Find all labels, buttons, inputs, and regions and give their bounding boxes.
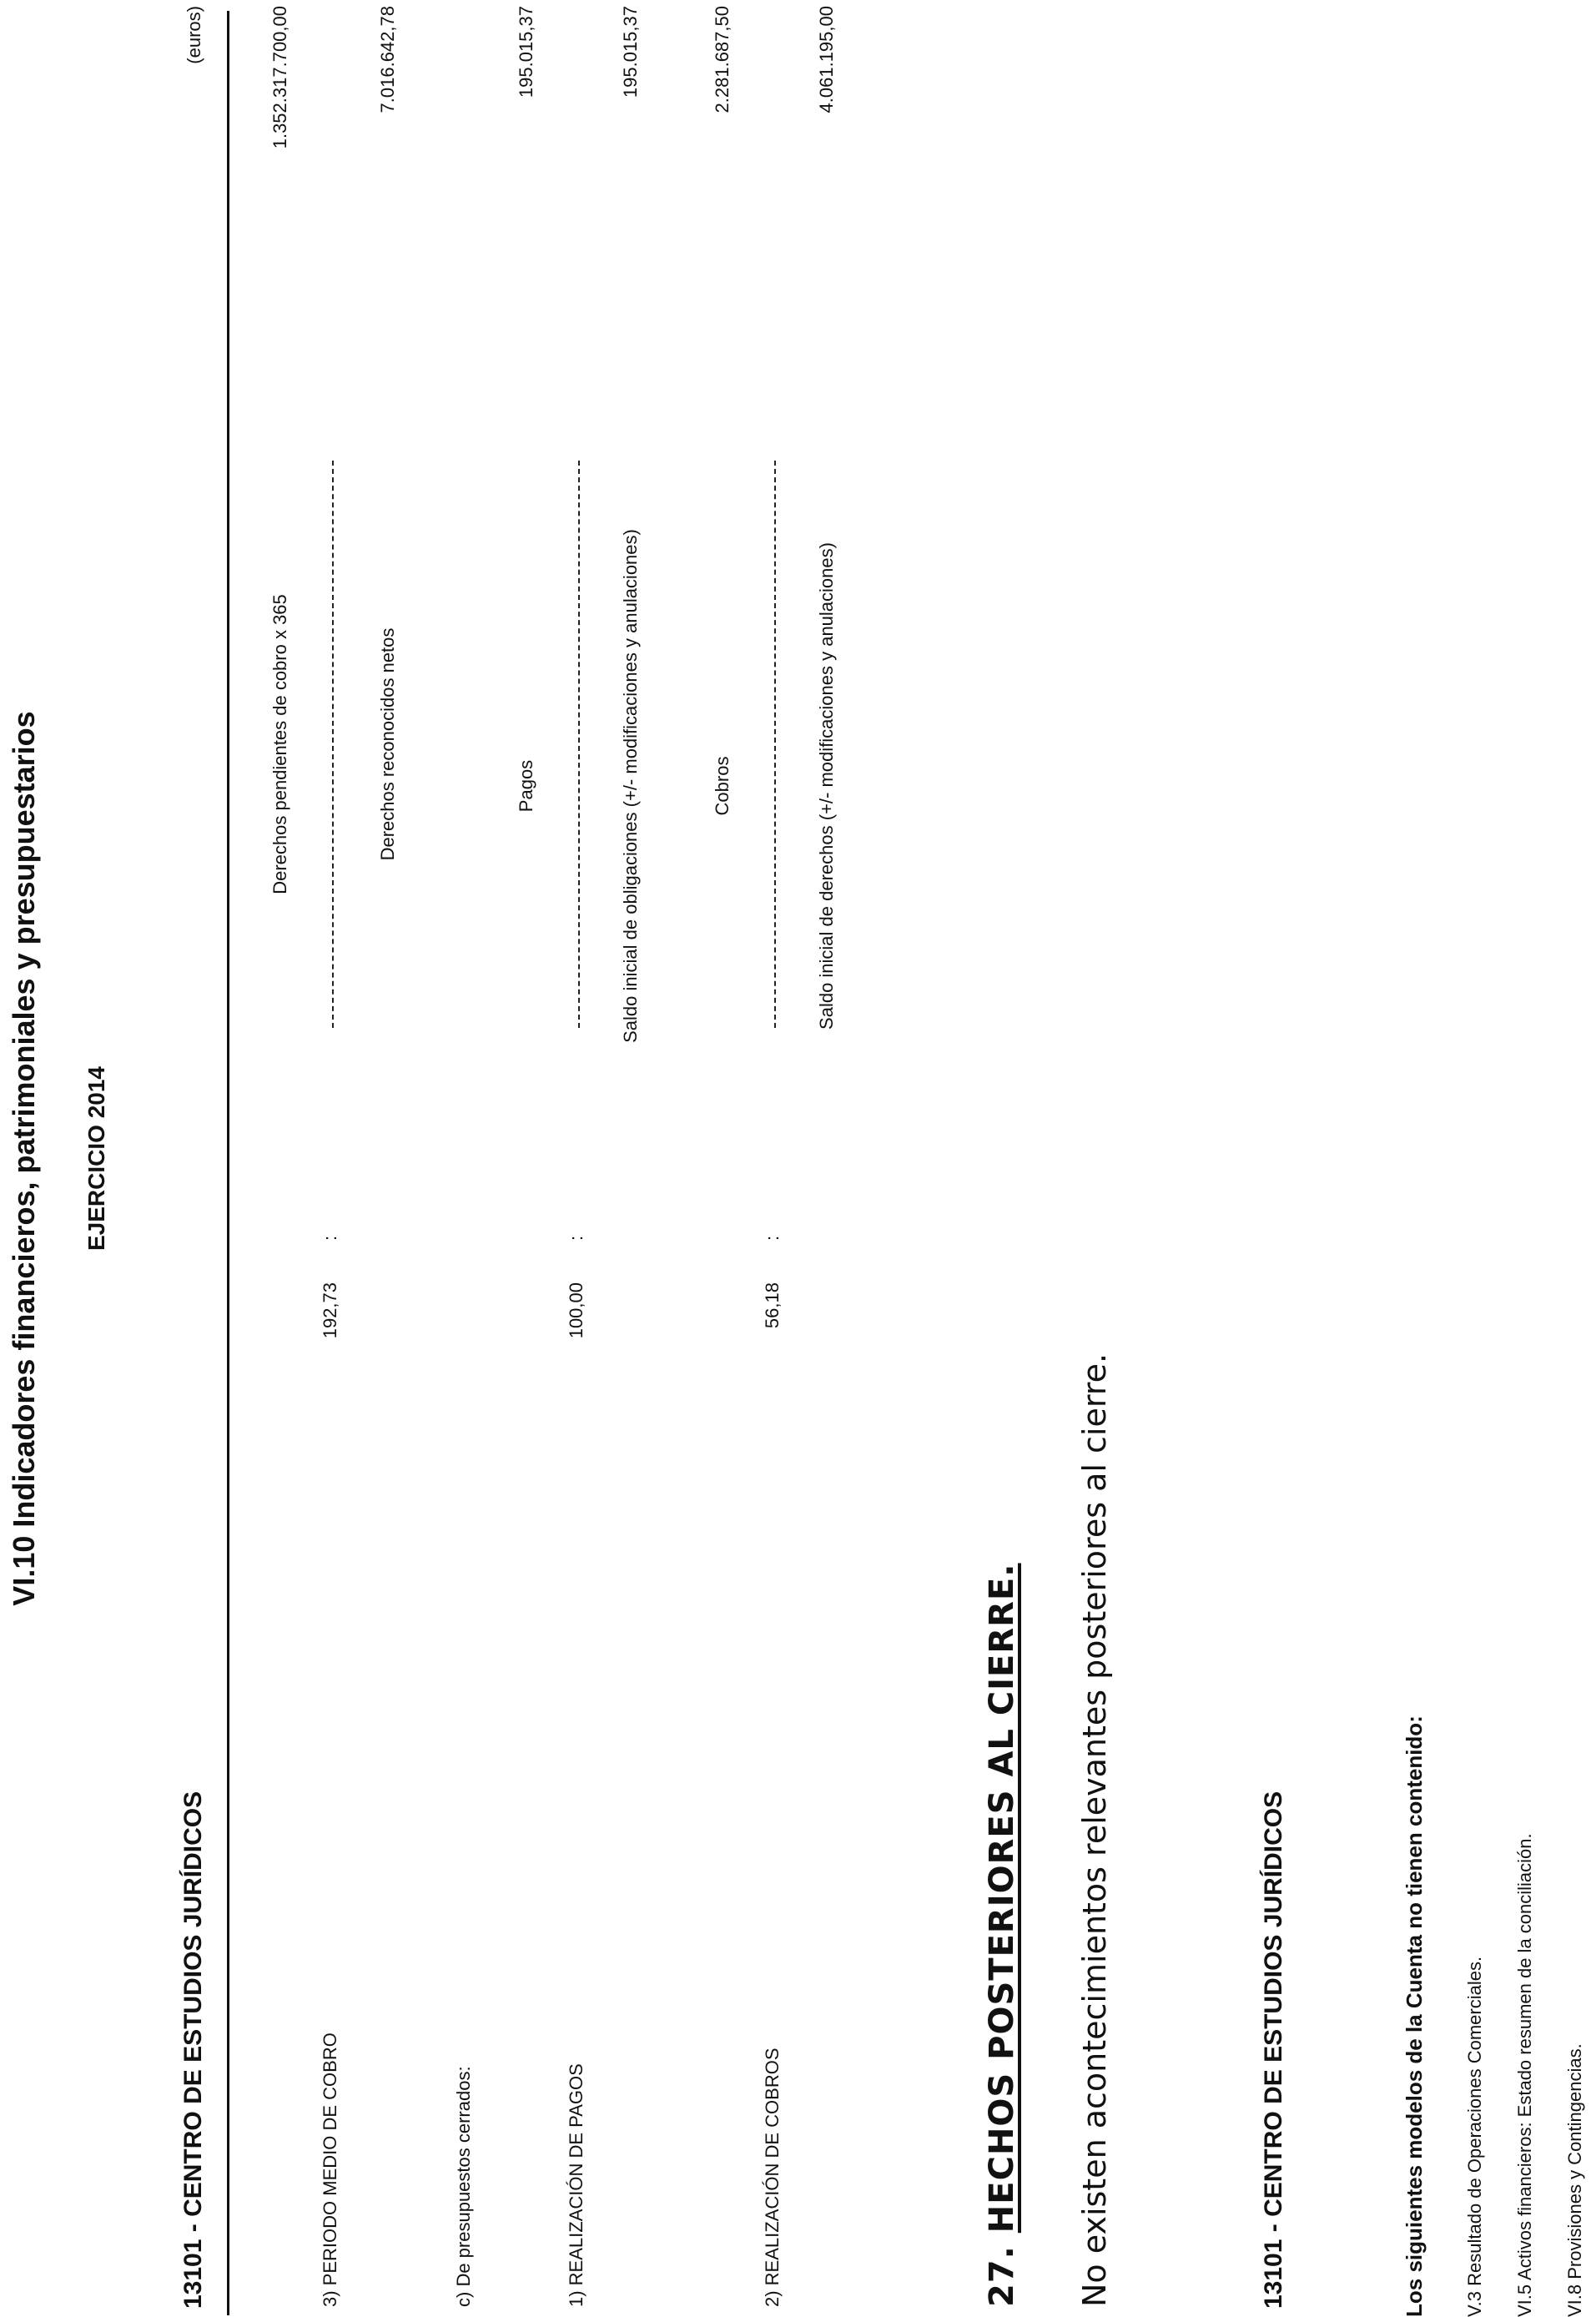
periodo-cobro-denominator: Derechos reconocidos netos <box>377 627 398 861</box>
empty-model-item: VI.5 Activos financieros: Estado resumen de la conciliación. <box>1514 1833 1535 2317</box>
periodo-cobro-numerator-value: 1.352.317.700,00 <box>269 6 290 149</box>
realizacion-pagos-denominator: Saldo inicial de obligaciones (+/- modificaciones y anulaciones) <box>620 529 641 1043</box>
empty-models-heading: Los siguientes modelos de la Cuenta no tienen contenido: <box>1402 1715 1427 2317</box>
section-27-number: 27. <box>983 2245 1021 2307</box>
realizacion-cobros-numerator-value: 2.281.687,50 <box>712 6 733 113</box>
units-label: (euros) <box>184 6 204 64</box>
realizacion-cobros-denominator: Saldo inicial de derechos (+/- modificaciones y anulaciones) <box>816 542 837 1030</box>
header-rule <box>227 11 229 2315</box>
realizacion-cobros-label: 2) REALIZACIÓN DE COBROS <box>762 2048 783 2307</box>
exercise-year: EJERCICIO 2014 <box>83 1066 109 1251</box>
realizacion-pagos-numerator-value: 195.015,37 <box>516 6 536 98</box>
periodo-cobro-fraction-line <box>332 461 334 1028</box>
realizacion-pagos-numerator: Pagos <box>516 759 536 813</box>
periodo-cobro-sep: : <box>320 1235 340 1241</box>
page-title: VI.10 Indicadores financieros, patrimoniales y presupuestarios <box>7 711 41 1606</box>
realizacion-pagos-label: 1) REALIZACIÓN DE PAGOS <box>566 2063 587 2307</box>
periodo-cobro-numerator: Derechos pendientes de cobro x 365 <box>269 594 290 894</box>
footer-entity-heading: 13101 - CENTRO DE ESTUDIOS JURÍDICOS <box>1260 1791 1287 2309</box>
section-27-heading <box>983 1563 1021 2307</box>
realizacion-cobros-sep: : <box>762 1235 783 1241</box>
realizacion-cobros-denominator-value: 4.061.195,00 <box>816 6 837 113</box>
realizacion-cobros-numerator: Cobros <box>712 756 733 816</box>
periodo-cobro-value: 192,73 <box>320 1282 340 1339</box>
realizacion-pagos-denominator-value: 195.015,37 <box>620 6 641 98</box>
periodo-cobro-denominator-value: 7.016.642,78 <box>377 6 398 113</box>
periodo-cobro-label: 3) PERIODO MEDIO DE COBRO <box>320 2032 340 2307</box>
realizacion-cobros-fraction-line <box>774 461 776 1028</box>
empty-model-item: VI.8 Provisiones y Contingencias. <box>1564 2043 1585 2317</box>
realizacion-pagos-fraction-line <box>578 461 580 1028</box>
empty-model-item: V.3 Resultado de Operaciones Comerciales. <box>1464 1956 1485 2317</box>
entity-heading: 13101 - CENTRO DE ESTUDIOS JURÍDICOS <box>179 1791 207 2309</box>
realizacion-pagos-sep: : <box>566 1235 587 1241</box>
section-27-title: HECHOS POSTERIORES AL CIERRE. <box>983 1563 1021 2234</box>
cerrados-label: c) De presupuestos cerrados: <box>453 2066 474 2307</box>
realizacion-pagos-value: 100,00 <box>566 1282 587 1339</box>
section-27-body: No existen acontecimientos relevantes posteriores al cierre. <box>1076 1352 1113 2307</box>
realizacion-cobros-value: 56,18 <box>762 1282 783 1329</box>
